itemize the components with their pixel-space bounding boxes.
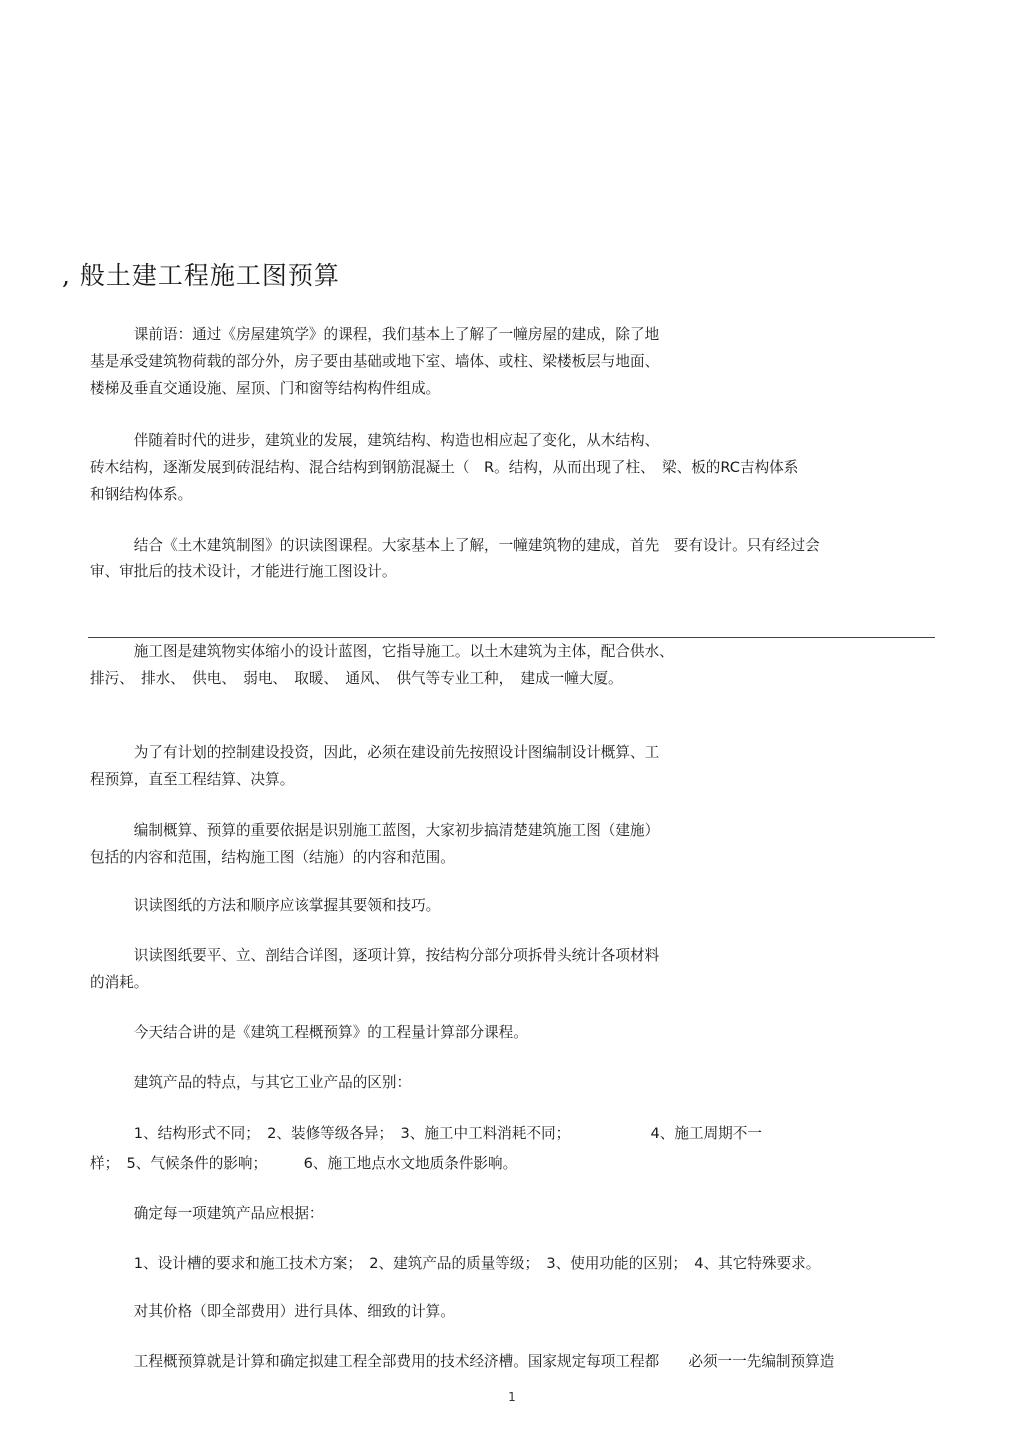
horizontal-divider bbox=[88, 637, 935, 638]
text-line: 结合《土木建筑制图》的识读图课程。大家基本上了解，一幢建筑物的建成，首先 要有设计。只有经过会 bbox=[90, 537, 820, 554]
text-line: 样； 5、气候条件的影响； 6、施工地点水文地质条件影响。 bbox=[90, 1155, 518, 1172]
text-line: 楼梯及垂直交通设施、屋顶、门和窗等结构构件组成。 bbox=[90, 380, 441, 397]
text-line: 基是承受建筑物荷载的部分外，房子要由基础或地下室、墙体、或柱、梁楼板层与地面、 bbox=[90, 353, 660, 370]
page-number: 1 bbox=[508, 1390, 516, 1404]
text-line: 排污、 排水、 供电、 弱电、 取暖、 通风、 供气等专业工种， 建成一幢大厦。 bbox=[90, 670, 623, 687]
text-line: 审、审批后的技术设计，才能进行施工图设计。 bbox=[90, 563, 397, 580]
text-line: 编制概算、预算的重要依据是识别施工蓝图，大家初步搞清楚建筑施工图（建施） bbox=[90, 822, 660, 839]
text-line: 识读图纸要平、立、剖结合详图，逐项计算，按结构分部分项拆骨头统计各项材料 bbox=[90, 947, 660, 964]
text-line: 建筑产品的特点，与其它工业产品的区别： bbox=[90, 1074, 412, 1091]
text-line: 包括的内容和范围，结构施工图（结施）的内容和范围。 bbox=[90, 849, 455, 866]
text-line: 识读图纸的方法和顺序应该掌握其要领和技巧。 bbox=[90, 897, 441, 914]
text-line: 对其价格（即全部费用）进行具体、细致的计算。 bbox=[90, 1303, 455, 1320]
text-line: 砖木结构，逐渐发展到砖混结构、混合结构到钢筋混凝土（ R。结构，从而出现了柱、 梁、板的RC吉构体系 bbox=[90, 459, 799, 476]
text-line: 今天结合讲的是《建筑工程概预算》的工程量计算部分课程。 bbox=[90, 1024, 528, 1041]
text-line: 课前语：通过《房屋建筑学》的课程，我们基本上了解了一幢房屋的建成，除了地 bbox=[90, 326, 660, 343]
text-line: 和钢结构体系。 bbox=[90, 486, 193, 503]
document-title: , 般土建工程施工图预算 bbox=[62, 261, 340, 290]
text-line: 1、结构形式不同； 2、装修等级各异； 3、施工中工料消耗不同； 4、施工周期不一 bbox=[90, 1125, 762, 1142]
text-line: 确定每一项建筑产品应根据： bbox=[90, 1205, 324, 1222]
text-line: 伴随着时代的进步，建筑业的发展，建筑结构、构造也相应起了变化，从木结构、 bbox=[90, 432, 660, 449]
text-line: 为了有计划的控制建设投资，因此，必须在建设前先按照设计图编制设计概算、工 bbox=[90, 744, 660, 761]
text-line: 1、设计槽的要求和施工技术方案； 2、建筑产品的质量等级； 3、使用功能的区别； 4、其它特殊要求。 bbox=[90, 1255, 821, 1272]
text-line: 施工图是建筑物实体缩小的设计蓝图，它指导施工。以土木建筑为主体，配合供水、 bbox=[90, 643, 674, 660]
text-line: 程预算，直至工程结算、决算。 bbox=[90, 771, 295, 788]
text-line: 的消耗。 bbox=[90, 974, 149, 991]
text-line: 工程概预算就是计算和确定拟建工程全部费用的技术经济槽。国家规定每项工程都 必须一一先编制预算造 bbox=[90, 1353, 835, 1370]
